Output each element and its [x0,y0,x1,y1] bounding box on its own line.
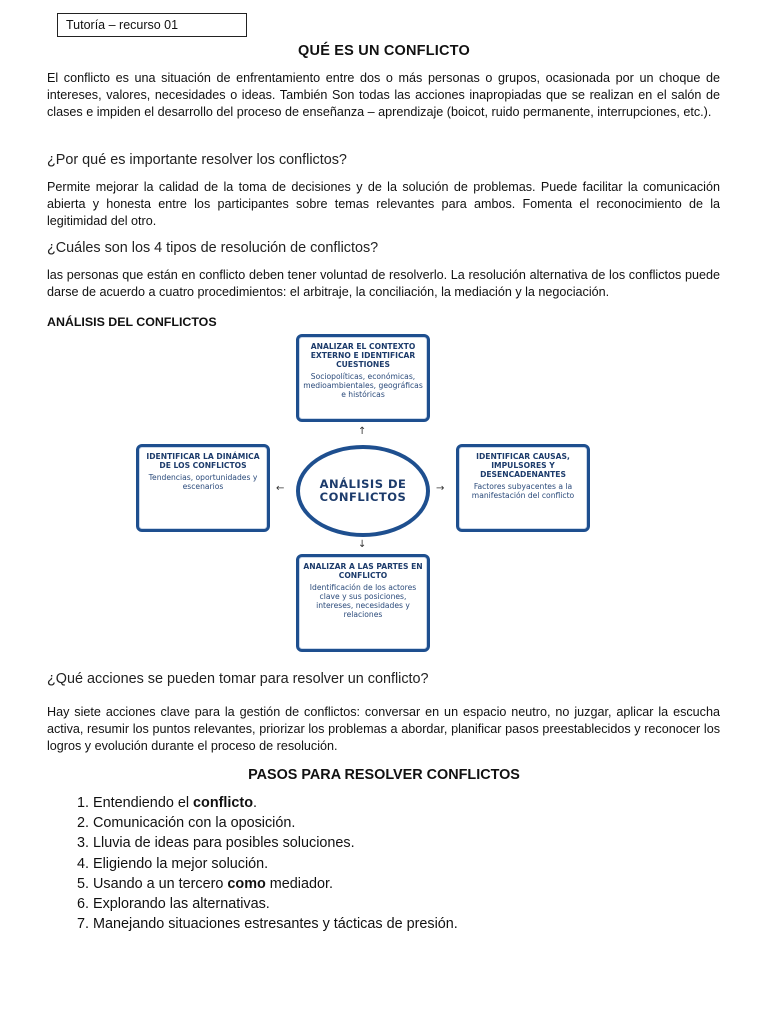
page-title: QUÉ ES UN CONFLICTO [298,43,470,59]
steps-title: PASOS PARA RESOLVER CONFLICTOS [248,767,520,783]
node-parties-title: ANALIZAR A LAS PARTES EN CONFLICTO [303,562,423,580]
node-external-context-desc: Sociopolíticas, económicas, medioambientales, geográficas e históricas [303,372,423,399]
node-external-context [296,334,430,422]
list-item: 6. Explorando las alternativas. [93,894,458,914]
resource-tag: Tutoría – recurso 01 [57,13,247,37]
arrow-down-icon: ↓ [358,539,367,550]
answer-actions: Hay siete acciones clave para la gestión de conflictos: conversar en un espacio neutro, no juzgar, aplicar la escucha activa, resumir los puntos relevantes, priorizar los problemas a abordar, planificar pasos preestablecidos y reconocer los logros y evolución durante el proceso de resolución. [47,705,720,753]
arrow-up-icon: ↑ [358,426,367,437]
node-causes [456,444,590,532]
list-item: 4. Eligiendo la mejor solución. [93,854,458,874]
list-item: 7. Manejando situaciones estresantes y tácticas de presión. [93,914,458,934]
node-parties [296,554,430,652]
list-item: 5. Usando a un tercero como mediador. [93,874,458,894]
list-item: 3. Lluvia de ideas para posibles soluciones. [93,833,458,853]
node-conflict-dynamics [136,444,270,532]
node-conflict-dynamics-title: IDENTIFICAR LA DINÁMICA DE LOS CONFLICTOS [146,452,260,470]
center-circle [296,445,430,537]
list-item: 2. Comunicación con la oposición. [93,813,458,833]
node-conflict-dynamics-desc: Tendencias, oportunidades y escenarios [148,473,258,491]
question-importance: ¿Por qué es importante resolver los conflictos? [47,152,347,168]
analysis-heading: ANÁLISIS DEL CONFLICTOS [47,315,217,329]
list-item: 1. Entendiendo el conflicto. [93,793,458,813]
arrow-right-icon: → [436,483,445,494]
question-types: ¿Cuáles son los 4 tipos de resolución de conflictos? [47,240,379,256]
node-causes-title: IDENTIFICAR CAUSAS, IMPULSORES Y DESENCADENANTES [476,452,570,479]
center-label: ANÁLISIS DE CONFLICTOS [319,477,407,504]
answer-importance: Permite mejorar la calidad de la toma de decisiones y de la solución de problemas. Puede facilitar la comunicación abierta y honesta entre los participantes sobre temas relevantes para ambos. Fomenta el reconocimiento de la legitimidad del otro. [47,180,720,228]
node-external-context-title: ANALIZAR EL CONTEXTO EXTERNO E IDENTIFICAR CUESTIONES [310,342,416,369]
answer-types: las personas que están en conflicto deben tener voluntad de resolverlo. La resolución alternativa de los conflictos puede darse de acuerdo a cuatro procedimientos: el arbitraje, la conciliación, la mediación y la negociación. [47,268,720,299]
question-actions: ¿Qué acciones se pueden tomar para resolver un conflicto? [47,671,429,687]
steps-list [47,793,458,934]
conflict-analysis-diagram [130,330,590,655]
intro-paragraph: El conflicto es una situación de enfrentamiento entre dos o más personas o grupos, ocasionada por un choque de intereses, valores, necesidades o ideas. También Son todas las acciones inapropiadas que se realizan en el salón de clases e impiden el desarrollo del proceso de enseñanza – aprendizaje (boicot, ruido permanente, interrupciones, etc.). [47,71,720,119]
node-parties-desc: Identificación de los actores clave y sus posiciones, intereses, necesidades y relaciones [309,583,417,619]
arrow-left-icon: ← [276,483,285,494]
node-causes-desc: Factores subyacentes a la manifestación del conflicto [471,482,575,500]
